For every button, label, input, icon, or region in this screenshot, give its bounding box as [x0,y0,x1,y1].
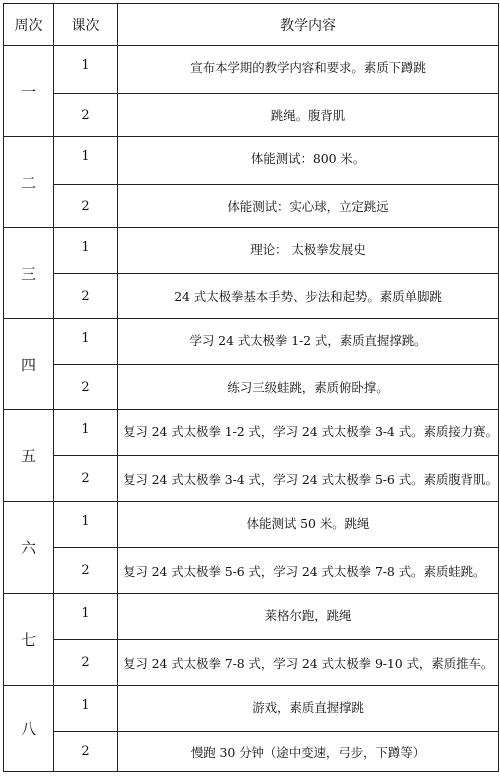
week-label: 六 [4,502,54,594]
week-label: 八 [4,686,54,772]
table-row [4,594,499,640]
lesson-number: 2 [54,732,118,772]
lesson-number: 1 [54,137,118,185]
header-row [4,4,499,46]
lesson-content: 复习 24 式太极拳 1-2 式，学习 24 式太极拳 3-4 式。素质接力赛。 [118,410,499,456]
lesson-content: 学习 24 式太极拳 1-2 式，素质直握撑跳。 [118,319,499,365]
week-label: 四 [4,319,54,410]
lesson-number: 2 [54,185,118,228]
table-row [4,46,499,94]
table-row [4,686,499,732]
lesson-number: 2 [54,456,118,502]
table-row [4,456,499,502]
lesson-number: 1 [54,46,118,94]
lesson-content: 游戏，素质直握撑跳 [118,686,499,732]
lesson-number: 2 [54,94,118,137]
table-row [4,640,499,686]
table-row [4,548,499,594]
header-content: 教学内容 [118,4,499,46]
table-row [4,94,499,137]
lesson-number: 2 [54,365,118,410]
header-week: 周次 [4,4,54,46]
table-row [4,274,499,319]
lesson-number: 1 [54,594,118,640]
week-label: 五 [4,410,54,502]
week-label: 七 [4,594,54,686]
week-label: 二 [4,137,54,228]
lesson-content: 练习三级蛙跳，素质俯卧撑。 [118,365,499,410]
lesson-content: 理论： 太极拳发展史 [118,228,499,274]
lesson-content: 跳绳。腹背肌 [118,94,499,137]
lesson-number: 1 [54,686,118,732]
lesson-number: 1 [54,228,118,274]
lesson-content: 体能测试 50 米。跳绳 [118,502,499,548]
table-row [4,365,499,410]
lesson-number: 1 [54,319,118,365]
header-lesson: 课次 [54,4,118,46]
lesson-number: 2 [54,548,118,594]
lesson-number: 1 [54,410,118,456]
schedule-table [3,3,499,772]
lesson-content: 复习 24 式太极拳 5-6 式，学习 24 式太极拳 7-8 式。素质蛙跳。 [118,548,499,594]
lesson-number: 2 [54,640,118,686]
table-row [4,228,499,274]
lesson-content: 复习 24 式太极拳 7-8 式，学习 24 式太极拳 9-10 式，素质推车。 [118,640,499,686]
table-row [4,410,499,456]
week-label: 三 [4,228,54,319]
lesson-content: 复习 24 式太极拳 3-4 式，学习 24 式太极拳 5-6 式。素质腹背肌。 [118,456,499,502]
lesson-content: 慢跑 30 分钟（途中变速，弓步，下蹲等） [118,732,499,772]
table-row [4,185,499,228]
lesson-content: 宣布本学期的教学内容和要求。素质下蹲跳 [118,46,499,94]
lesson-content: 体能测试：实心球，立定跳远 [118,185,499,228]
lesson-number: 2 [54,274,118,319]
lesson-content: 24 式太极拳基本手势、步法和起势。素质单脚跳 [118,274,499,319]
table-row [4,502,499,548]
lesson-content: 莱格尔跑，跳绳 [118,594,499,640]
week-label: 一 [4,46,54,137]
lesson-content: 体能测试：800 米。 [118,137,499,185]
table-row [4,732,499,772]
table-row [4,137,499,185]
table-row [4,319,499,365]
lesson-number: 1 [54,502,118,548]
